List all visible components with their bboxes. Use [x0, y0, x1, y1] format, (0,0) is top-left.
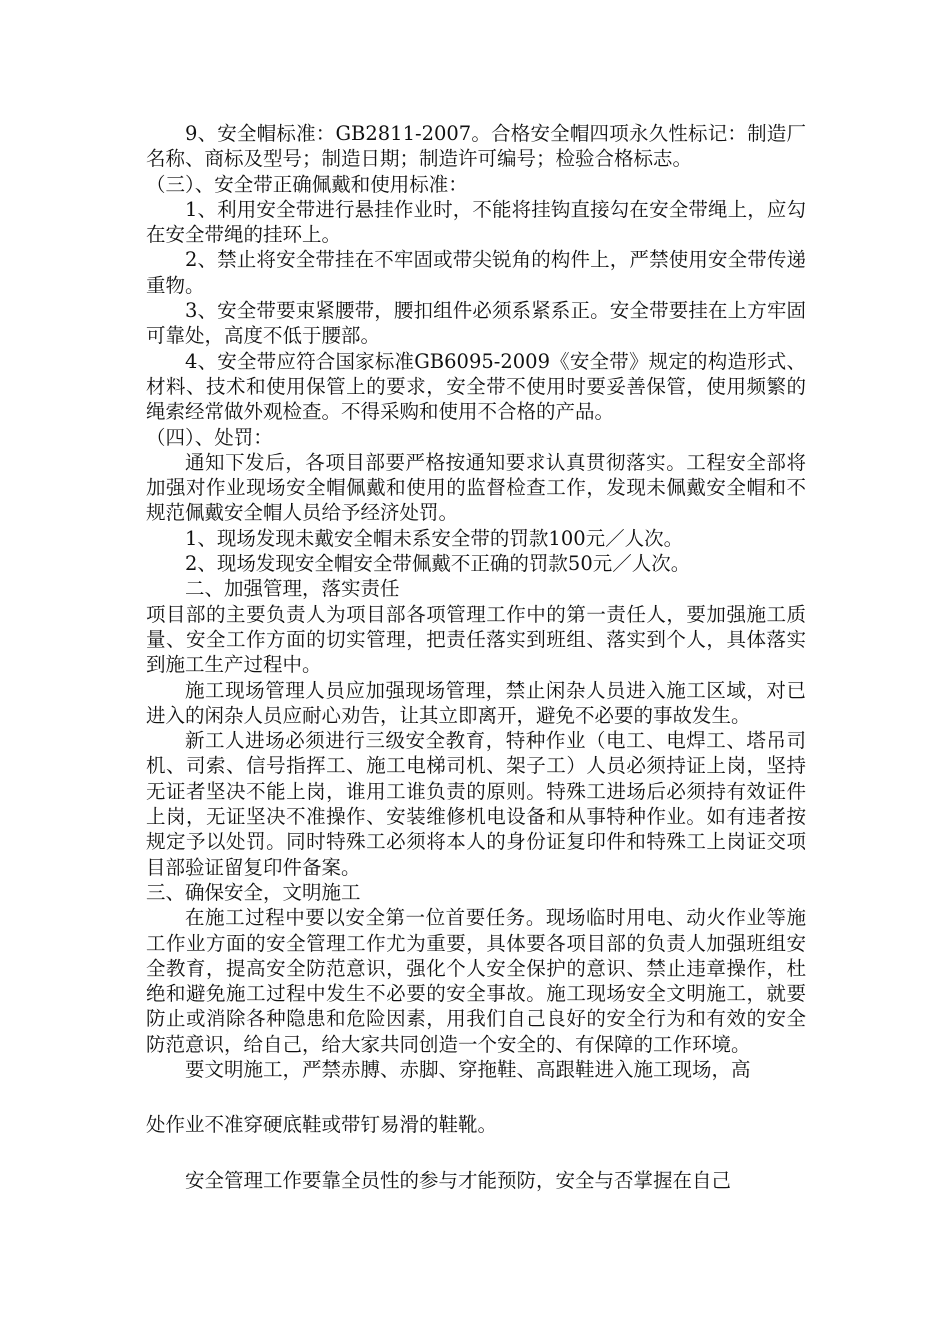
paragraph-penalty-intro: 通知下发后，各项目部要严格按通知要求认真贯彻落实。工程安全部将加强对作业现场安全帽佩戴和使用的监督检查工作，发现未佩戴安全帽和不规范佩戴安全帽人员给予经济处罚。	[146, 450, 806, 525]
paragraph-penalty-1: 1、现场发现未戴安全帽未系安全带的罚款100元／人次。	[185, 526, 684, 550]
paragraph-civilized-construction-start: 要文明施工，严禁赤膊、赤脚、穿拖鞋、高跟鞋进入施工现场，高	[185, 1057, 751, 1081]
paragraph-safety-management: 安全管理工作要靠全员性的参与才能预防，安全与否掌握在自己	[185, 1168, 732, 1192]
section-heading-civilized-construction: 三、确保安全，文明施工	[146, 880, 361, 904]
paragraph-civilized-construction-end: 处作业不准穿硬底鞋或带钉易滑的鞋靴。	[146, 1113, 498, 1137]
paragraph-penalty-2: 2、现场发现安全帽安全带佩戴不正确的罚款50元／人次。	[185, 552, 691, 576]
paragraph-belt-rule-4: 4、安全带应符合国家标准GB6095-2009《安全带》规定的构造形式、材料、技术和使用保管上的要求，安全带不使用时要妥善保管，使用频繁的绳索经常做外观检查。不得采购和使用不合格的产品。	[146, 349, 806, 424]
paragraph-safety-first: 在施工过程中要以安全第一位首要任务。现场临时用电、动火作业等施工作业方面的安全管理工作尤为重要，具体要各项目部的负责人加强班组安全教育，提高安全防范意识，强化个人安全保护的意识、禁止违章操作，杜绝和避免施工过程中发生不必要的安全事故。施工现场安全文明施工，就要防止或消除各种隐患和危险因素，用我们自己良好的安全行为和有效的安全防范意识，给自己，给大家共同创造一个安全的、有保障的工作环境。	[146, 906, 806, 1056]
section-heading-management: 二、加强管理，落实责任	[185, 577, 400, 601]
paragraph-belt-rule-3: 3、安全带要束紧腰带，腰扣组件必须系紧系正。安全带要挂在上方牢固可靠处，高度不低于腰部。	[146, 299, 806, 348]
paragraph-helmet-standard: 9、安全帽标准：GB2811-2007。合格安全帽四项永久性标记：制造厂名称、商标及型号；制造日期；制造许可编号；检验合格标志。	[146, 122, 806, 171]
paragraph-site-management: 施工现场管理人员应加强现场管理，禁止闲杂人员进入施工区域，对已进入的闲杂人员应耐心劝告，让其立即离开，避免不必要的事故发生。	[146, 678, 806, 727]
paragraph-belt-rule-1: 1、利用安全带进行悬挂作业时，不能将挂钩直接勾在安全带绳上，应勾在安全带绳的挂环上。	[146, 197, 806, 247]
paragraph-new-workers: 新工人进场必须进行三级安全教育，特种作业（电工、电焊工、塔吊司机、司索、信号指挥工、施工电梯司机、架子工）人员必须持证上岗，坚持无证者坚决不能上岗，谁用工谁负责的原则。特殊工进场后必须持有效证件上岗，无证坚决不准操作、安装维修机电设备和从事特种作业。如有违者按规定予以处罚。同时特殊工必须将本人的身份证复印件和特殊工上岗证交项目部验证留复印件备案。	[146, 729, 806, 879]
section-heading-penalty: （四）、处罚：	[146, 425, 273, 449]
document-body	[146, 121, 806, 1193]
section-heading-safety-belt: （三）、安全带正确佩戴和使用标准：	[146, 172, 468, 196]
paragraph-belt-rule-2: 2、禁止将安全带挂在不牢固或带尖锐角的构件上，严禁使用安全带传递重物。	[146, 248, 806, 297]
paragraph-responsibility: 项目部的主要负责人为项目部各项管理工作中的第一责任人，要加强施工质量、安全工作方面的切实管理，把责任落实到班组、落实到个人，具体落实到施工生产过程中。	[146, 602, 806, 677]
